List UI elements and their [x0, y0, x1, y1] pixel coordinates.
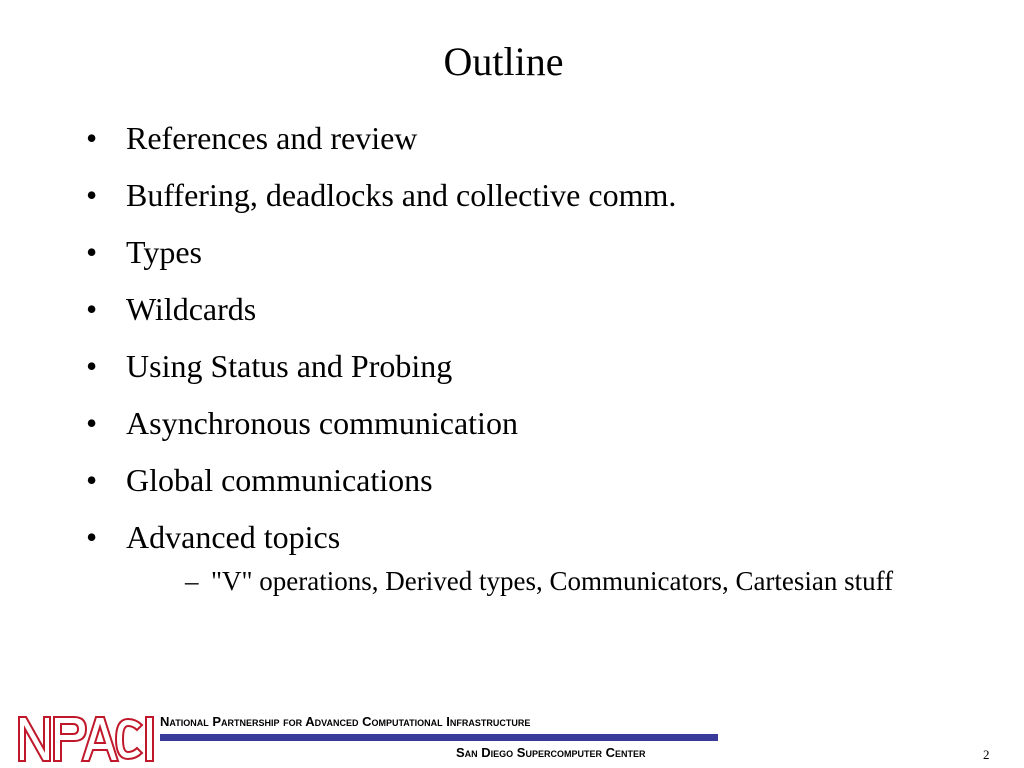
bullet-dot: • — [86, 177, 98, 213]
bullet-text: Wildcards — [126, 291, 257, 327]
bullet-dot: • — [86, 348, 98, 384]
bullet-item — [86, 118, 911, 158]
bullet-list — [86, 118, 911, 616]
bullet-text: Buffering, deadlocks and collective comm. — [126, 177, 677, 213]
slide-footer — [0, 705, 1024, 768]
page-number: 2 — [983, 747, 990, 762]
bullet-dot: • — [86, 519, 98, 555]
bullet-item — [86, 232, 911, 272]
bullet-item — [86, 517, 911, 599]
bullet-item — [86, 175, 911, 215]
bullet-dot: • — [86, 462, 98, 498]
footer-organization-name: National Partnership for Advanced Computational Infrastructure — [160, 714, 531, 729]
bullet-item — [86, 289, 911, 329]
bullet-item — [86, 460, 911, 500]
bullet-text: Global communications — [126, 462, 433, 498]
sub-bullet-text: "V" operations, Derived types, Communicators, Cartesian stuff — [211, 566, 894, 596]
bullet-text: Using Status and Probing — [126, 348, 453, 384]
slide-title: Outline — [443, 39, 564, 84]
sub-bullet-dash: – — [185, 566, 199, 596]
footer-divider-bar — [160, 734, 718, 741]
bullet-dot: • — [86, 234, 98, 270]
bullet-dot: • — [86, 120, 98, 156]
bullet-dot: • — [86, 291, 98, 327]
npaci-logo — [16, 713, 156, 765]
bullet-text: Asynchronous communication — [126, 405, 518, 441]
bullet-text: References and review — [126, 120, 418, 156]
bullet-text: Types — [126, 234, 202, 270]
sub-bullet-item — [171, 563, 911, 599]
bullet-item — [86, 346, 911, 386]
footer-center-name: San Diego Supercomputer Center — [456, 745, 646, 760]
bullet-item — [86, 403, 911, 443]
bullet-dot: • — [86, 405, 98, 441]
bullet-text: Advanced topics — [126, 519, 341, 555]
